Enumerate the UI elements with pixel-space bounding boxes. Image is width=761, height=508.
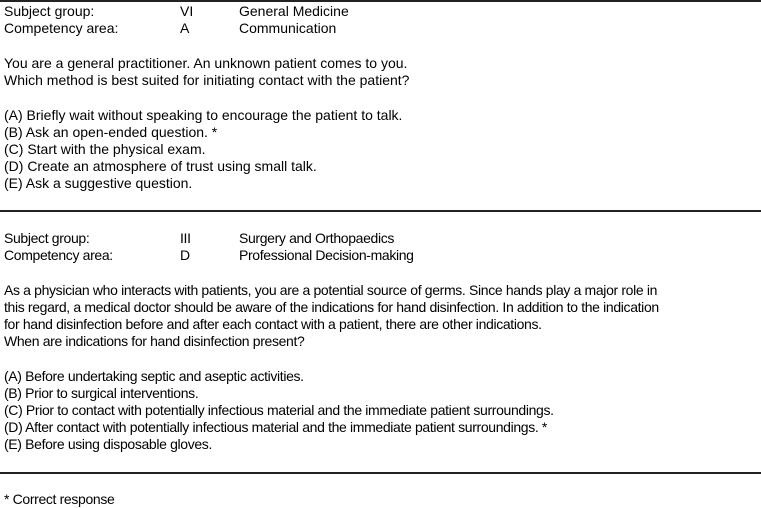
subject-group-code: III — [180, 230, 191, 246]
option-c: (C) Start with the physical exam. — [4, 141, 206, 157]
question-1 — [4, 3, 757, 192]
stem-line: When are indications for hand disinfection present? — [4, 333, 305, 349]
question-stem — [4, 55, 757, 89]
stem-line: this regard, a medical doctor should be aware of the indications for hand disinfection. In addition to the indication — [4, 299, 659, 315]
competency-area-row — [4, 20, 757, 37]
option-e: (E) Ask a suggestive question. — [4, 175, 193, 191]
competency-area-row — [4, 247, 757, 264]
competency-area-label: Competency area: — [4, 247, 113, 263]
option-e: (E) Before using disposable gloves. — [4, 436, 212, 452]
section-divider — [0, 210, 761, 212]
subject-group-row — [4, 3, 757, 20]
option-d: (D) Create an atmosphere of trust using small talk. — [4, 158, 317, 174]
stem-line: for hand disinfection before and after each contact with a patient, there are other indications. — [4, 316, 542, 332]
competency-area-label: Competency area: — [4, 20, 119, 36]
competency-area-code: D — [180, 247, 190, 263]
bottom-rule — [0, 472, 761, 474]
subject-group-row — [4, 230, 757, 247]
option-d: (D) After contact with potentially infectious material and the immediate patient surroundings. * — [4, 419, 548, 435]
option-a: (A) Before undertaking septic and aseptic activities. — [4, 368, 304, 384]
option-a: (A) Briefly wait without speaking to encourage the patient to talk. — [4, 107, 403, 123]
subject-group-name: Surgery and Orthopaedics — [239, 230, 395, 246]
subject-group-code: VI — [180, 3, 194, 19]
footnote: * Correct response — [4, 491, 115, 507]
competency-area-code: A — [180, 20, 190, 36]
top-rule — [0, 0, 761, 2]
subject-group-name: General Medicine — [239, 3, 349, 19]
stem-line: Which method is best suited for initiating contact with the patient? — [4, 72, 410, 88]
stem-line: As a physician who interacts with patients, you are a potential source of germs. Since hands play a major role in — [4, 282, 658, 298]
stem-line: You are a general practitioner. An unknown patient comes to you. — [4, 55, 408, 71]
answer-options — [4, 107, 757, 192]
option-b: (B) Ask an open-ended question. * — [4, 124, 218, 140]
competency-area-name: Communication — [239, 20, 337, 36]
option-b: (B) Prior to surgical interventions. — [4, 385, 199, 401]
option-c: (C) Prior to contact with potentially infectious material and the immediate patient surroundings. — [4, 402, 554, 418]
question-stem — [4, 282, 757, 350]
answer-options — [4, 368, 757, 453]
subject-group-label: Subject group: — [4, 230, 90, 246]
question-2 — [4, 230, 757, 453]
competency-area-name: Professional Decision-making — [239, 247, 414, 263]
subject-group-label: Subject group: — [4, 3, 95, 19]
